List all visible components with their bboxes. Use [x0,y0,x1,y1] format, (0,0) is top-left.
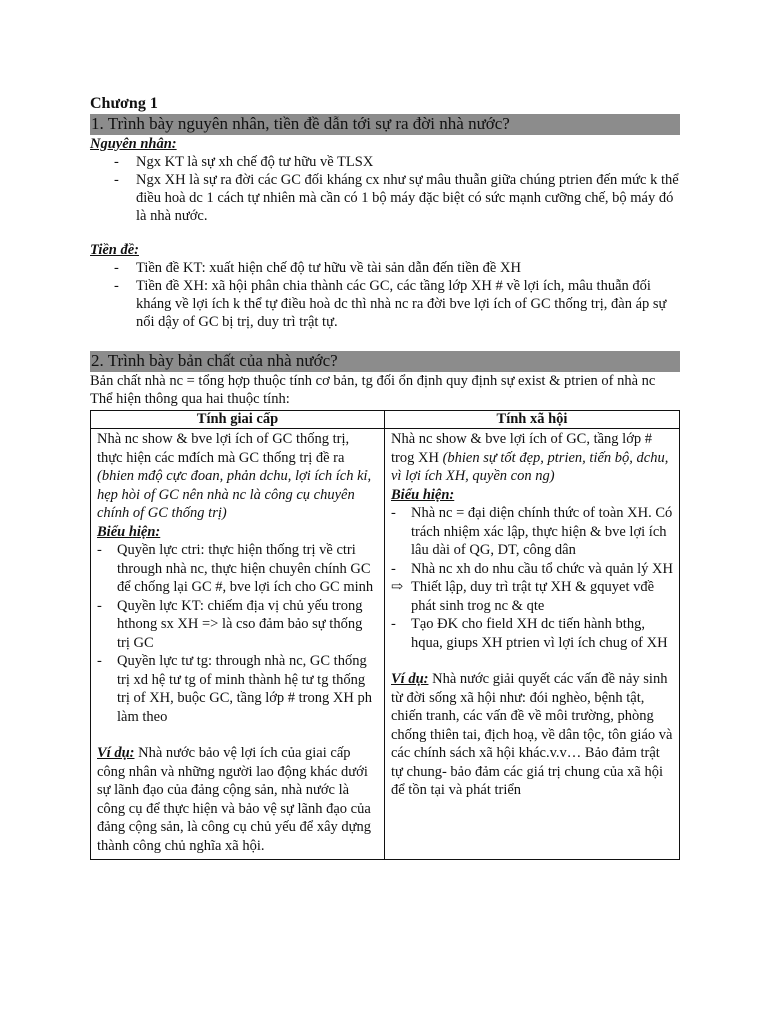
list-item: - Ngx KT là sự xh chế độ tư hữu về TLSX [114,154,374,170]
column-header-social: Tính xã hội [385,411,680,429]
class-manifest-list [97,541,378,726]
list-item-text: Quyền lực ctri: thực hiện thống trị về ctri through nhà nc, thực hiện chuyên chính GC để chống lại GC #, bve lợi ích cho GC minh [117,542,374,595]
document-page [90,94,680,860]
social-manifest-label: Biểu hiện: [391,486,455,503]
chapter-title: Chương 1 [90,95,158,112]
list-item-text: Nhà nc xh do nhu cầu tổ chức và quản lý XH [411,560,673,577]
class-intro: Nhà nc show & bve lợi ích of GC thống trị, thực hiện các mđích mà GC thống trị đề ra [97,431,350,466]
list-item: - Nhà nc = đại diện chính thức of toàn XH. Có trách nhiệm xác lập, thực hiện & bve lợi ích lâu dài of QG, DT, công dân [391,505,673,558]
attributes-intro: Thể hiện thông qua hai thuộc tính: [90,391,290,407]
list-item: - Quyền lực KT: chiếm địa vị chủ yếu trong hthong sx XH => là cso đảm bảo sự thống trị GC [97,597,363,651]
premise-label: Tiền đề: [90,242,139,258]
list-item-text: Nhà nc = đại diện chính thức of toàn XH. Có trách nhiệm xác lập, thực hiện & bve lợi ích lâu dài of QG, DT, công dân [411,505,673,558]
list-item: - Tiền đề KT: xuất hiện chế độ tư hữu về tài sản dẫn đến tiền đề XH [114,260,521,276]
comparison-table [90,410,680,860]
question-2-heading: 2. Trình bày bản chất của nhà nước? [90,351,680,372]
list-item-text: Tiền đề XH: xã hội phân chia thành các GC, các tầng lớp XH # về lợi ích, mâu thuẫn đối kháng về lợi ích k thể tự điều hoà dc thì nhà nc ra đời bve lợi ích of GC thống trị, đàn áp sự nổi dậy of GC bị trị, duy trì trật tự. [136,278,667,330]
table-row [91,429,680,860]
premise-list [90,259,680,331]
class-nature-cell [91,429,385,860]
column-header-class: Tính giai cấp [91,411,385,429]
definition-line: Bản chất nhà nc = tổng hợp thuộc tính cơ bản, tg đối ổn định quy định sự exist & ptrien of nhà nc [90,373,656,389]
list-item-text: Ngx KT là sự xh chế độ tư hữu về TLSX [136,154,374,170]
list-item: - Tiền đề XH: xã hội phân chia thành các GC, các tầng lớp XH # về lợi ích, mâu thuẫn đối kháng về lợi ích k thể tự điều hoà dc thì nhà nc ra đời bve lợi ích of GC thống trị, đàn áp sự nổi dậy of GC bị trị, duy trì trật tự. [114,278,667,330]
example-text: Nhà nước bảo vệ lợi ích của giai cấp công nhân và những người lao động khác dưới sự lãnh đạo của đảng cộng sản, nhà nước là công cụ để thực hiện và bảo vệ sự lãnh đạo của đảng cộng sản, là công cụ chủ yếu để xây dựng thành công chủ nghĩa xã hội. [97,745,372,854]
example-text: Nhà nước giải quyết các vấn đề nảy sinh từ đời sống xã hội như: đói nghèo, bệnh tật, chiến tranh, các vấn đề về môi trường, phòng chống thiên tai, địch hoạ, về dân tộc, tôn giáo và các chính sách xã hội khác.v.v… Bảo đảm trật tự chung- bảo đảm các giá trị chung của xã hội để tồn tại và phát triển [391,671,673,798]
table-header-row [91,411,680,429]
cause-label: Nguyên nhân: [90,136,177,152]
class-example [97,744,378,855]
cause-list [90,153,680,225]
social-intro: Nhà nc show & bve lợi ích of GC, tầng lớp # trog XH [391,431,652,466]
social-intro-note: (bhien sự tốt đẹp, ptrien, tiến bộ, dchu, vì lợi ích XH, quyền con ng) [391,449,669,484]
social-example [391,670,673,800]
question-1-heading: 1. Trình bày nguyên nhân, tiền đề dẫn tới sự ra đời nhà nước? [90,114,680,135]
social-nature-cell [385,429,680,860]
list-item: - Quyền lực tư tg: through nhà nc, GC thống trị xd hệ tư tg of minh thành hệ tư tg thống trị of XH, buộc GC, tầng lớp # trong XH ph làm theo [97,653,372,725]
list-item: - Tạo ĐK cho field XH dc tiến hành bthg, hqua, giups XH ptrien vì lợi ích chug of XH [391,616,668,651]
list-item: - Ngx XH là sự ra đời các GC đối kháng cx như sự mâu thuẫn giữa chúng ptrien đến mức k thể điều hoà dc 1 cách tự nhiên mà cần có 1 bộ máy đặc biệt có sức mạnh cưỡng chế, bộ máy đó là nhà nước. [114,172,679,224]
class-manifest-label: Biểu hiện: [97,523,161,540]
list-item-text: Quyền lực tư tg: through nhà nc, GC thống trị xd hệ tư tg of minh thành hệ tư tg thống trị of XH, buộc GC, tầng lớp # trong XH ph làm theo [117,653,372,725]
list-item: - Quyền lực ctri: thực hiện thống trị về ctri through nhà nc, thực hiện chuyên chính GC để chống lại GC #, bve lợi ích cho GC minh [97,542,374,595]
list-item-text: Ngx XH là sự ra đời các GC đối kháng cx như sự mâu thuẫn giữa chúng ptrien đến mức k thể điều hoà dc 1 cách tự nhiên mà cần có 1 bộ máy đặc biệt có sức mạnh cưỡng chế, bộ máy đó là nhà nước. [136,172,679,224]
list-item-text: Thiết lập, duy trì trật tự XH & gquyet vđề phát sinh trog nc & qte [411,579,655,614]
list-item-text: Quyền lực KT: chiếm địa vị chủ yếu trong hthong sx XH => là cso đảm bảo sự thống trị GC [117,597,363,651]
list-item [391,578,673,615]
example-label: Ví dụ: [391,671,429,687]
list-item-text: Tạo ĐK cho field XH dc tiến hành bthg, hqua, giups XH ptrien vì lợi ích chug of XH [411,616,668,651]
list-item-text: Tiền đề KT: xuất hiện chế độ tư hữu về tài sản dẫn đến tiền đề XH [136,260,521,276]
example-label: Ví dụ: [97,745,135,761]
social-manifest-list [391,504,673,652]
class-intro-note: (bhien mđộ cực đoan, phản dchu, lợi ích ích kỉ, hẹp hòi of GC nên nhà nc là công cụ chuyên chính of GC thống trị) [97,468,372,521]
list-item: - Nhà nc xh do nhu cầu tổ chức và quản lý XH [391,560,673,577]
arrow-right-icon: ⇨ [391,579,404,595]
